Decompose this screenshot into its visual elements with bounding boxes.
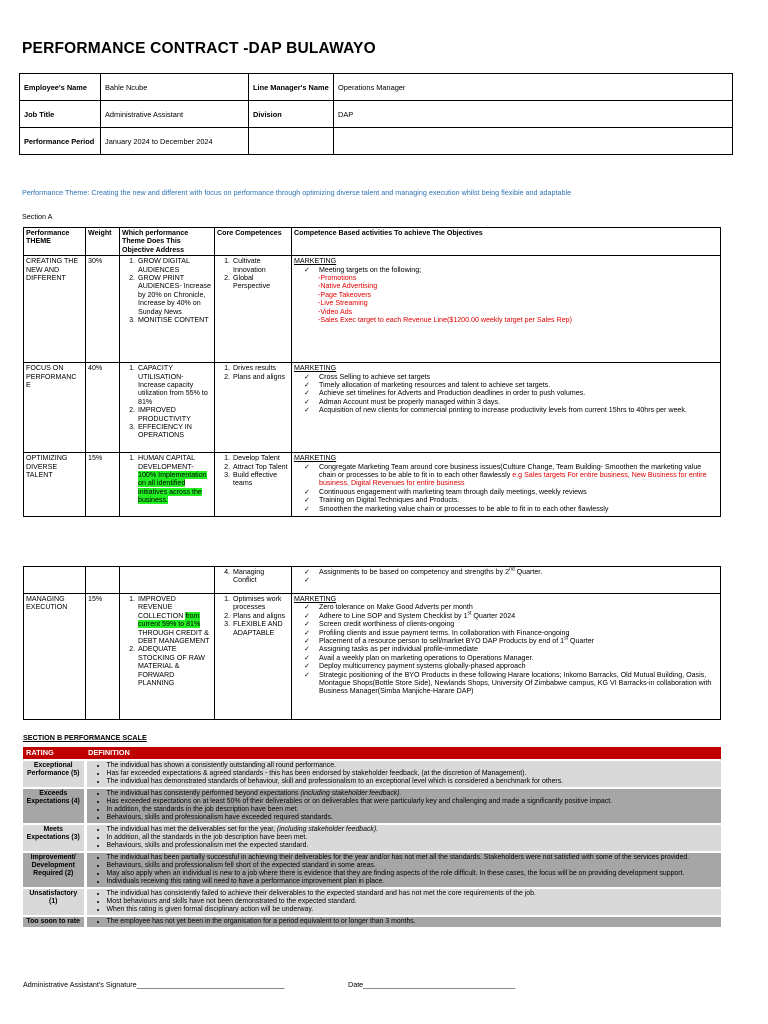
sub-item: -Video Ads [318, 307, 353, 316]
definition-cell [85, 852, 721, 888]
list-item: • Has far exceeded expectations & agreed standards - this has been endorsed by stakeholder feedback, (at the discretion of Management). [107, 770, 719, 778]
list-item: • When this rating is given formal disciplinary action will be underway. [107, 906, 719, 914]
list-item: 2. IMPROVED PRODUCTIVITY [137, 406, 212, 423]
scale-row [23, 760, 721, 788]
scale-row [23, 788, 721, 824]
activities-cell [292, 363, 721, 453]
rating-header: RATING [23, 747, 85, 760]
line-manager-value: Operations Manager [334, 74, 733, 101]
header-weight: Weight [86, 228, 120, 256]
table-row [24, 567, 721, 594]
division-label: Division [249, 101, 334, 128]
weight-cell: 40% [86, 363, 120, 453]
employee-name-value: Bahle Ncube [101, 74, 249, 101]
table-row [24, 256, 721, 363]
theme-cell: OPTIMIZING DIVERSE TALENT [24, 453, 86, 517]
list-item: 1. Drives results [232, 364, 289, 372]
weight-cell: 15% [86, 453, 120, 517]
objective-cell [120, 453, 215, 517]
list-item: • Most behaviours and skills have not been demonstrated to the expected standard. [107, 898, 719, 906]
list-item: • May also apply when an individual is new to a job where there is evidence that they are finding aspects of the role difficult. In these cases, the focus will be on providing development support. [107, 870, 719, 878]
scale-header-row [23, 747, 721, 760]
list-item: ✓ Zero tolerance on Make Good Adverts per month [304, 603, 718, 611]
list-item: • The individual has demonstrated standards of behaviour, skill and professionalism to an exceptional level which is considered a benchmark for others. [107, 778, 719, 786]
list-item: 4. Managing Conflict [232, 568, 289, 585]
list-item: • The individual has been partially successful in achieving their deliverables for the year and/or has not met all the standards. Stakeholders were not satisfied with some of the services provided. [107, 854, 719, 862]
weight-cell: 30% [86, 256, 120, 363]
objectives-table [23, 227, 721, 517]
objective-cell [120, 567, 215, 594]
definition-header: DEFINITION [85, 747, 721, 760]
empty-cell [249, 128, 334, 155]
list-item: • The employee has not yet been in the organisation for a period equivalent to or longer than 3 months. [107, 918, 719, 926]
list-item [304, 463, 718, 488]
list-item [137, 454, 212, 504]
list-item: 2. Plans and aligns [232, 612, 289, 620]
activity-text: Placement of a resource person to sell/market BYO DAP Products by end of 1 [319, 637, 565, 646]
employee-name-label: Employee's Name [20, 74, 101, 101]
activity-text: Adhere to Line SOP and System Checklist by 1 [319, 611, 468, 620]
list-item: 2. GROW PRINT AUDIENCES- Increase by 20% on Chronicle, Increase by 40% on Sunday News [137, 274, 212, 316]
italic-text: (including stakeholder feedback). [300, 790, 402, 797]
sub-item: -Native Advertising [318, 282, 378, 291]
marketing-heading: MARKETING [294, 595, 337, 603]
definition-cell [85, 788, 721, 824]
competence-cell [215, 567, 292, 594]
marketing-heading: MARKETING [294, 364, 337, 373]
sub-item: -Promotions [318, 274, 357, 283]
scale-row [23, 824, 721, 852]
division-value: DAP [334, 101, 733, 128]
objective-cell [120, 256, 215, 363]
objective-text: HUMAN CAPITAL DEVELOPMENT- [138, 454, 195, 471]
performance-period-label: Performance Period [20, 128, 101, 155]
scale-row [23, 916, 721, 928]
header-competences: Core Competences [215, 228, 292, 256]
list-item: • Behaviours, skills and professionalism have exceeded required standards. [107, 814, 719, 822]
list-item: ✓ Meeting targets on the following; [304, 266, 718, 274]
sub-item: -Live Streaming [318, 299, 368, 308]
signature-line[interactable]: Administrative Assistant's Signature_____________________________________ [23, 980, 285, 989]
rating-label: Improvement/ Development Required (2) [23, 852, 85, 888]
list-item: 1. GROW DIGITAL AUDIENCES [137, 257, 212, 274]
list-item: • In addition, the standards in the job description have been met. [107, 806, 719, 814]
list-item: ✓ Timely allocation of marketing resources and talent to achieve set targets. [304, 381, 718, 389]
definition-cell [85, 760, 721, 788]
list-item [107, 790, 719, 798]
list-item: • The individual has consistently failed to achieve their deliverables to the expected standard and has not met the core requirements of the job. [107, 890, 719, 898]
marketing-heading: MARKETING [294, 454, 337, 463]
list-item: ✓ Deploy multicurrency payment systems globally-phased approach [304, 662, 718, 670]
list-item: 1. Optimises work processes [232, 595, 289, 612]
activities-cell [292, 567, 721, 594]
list-item: 1. Develop Talent [232, 454, 289, 462]
list-item: 3. Build effective teams [232, 471, 289, 488]
list-item: 1. CAPACITY UTILISATION- Increase capacity utilization from 55% to 81% [137, 364, 212, 406]
performance-scale-table [23, 747, 721, 929]
list-item: • The individual has shown a consistently outstanding all round performance. [107, 762, 719, 770]
theme-cell: FOCUS ON PERFORMANC E [24, 363, 86, 453]
red-text: e.g Sales targets For entire business, New Business for entire business, Digital Revenues for entire business [319, 471, 707, 488]
competence-cell [215, 594, 292, 720]
superscript: st [564, 635, 569, 642]
header-activities: Competence Based activities To achieve The Objectives [292, 228, 721, 256]
list-item: 3. EFFECIENCY IN OPERATIONS [137, 423, 212, 440]
list-item [304, 612, 718, 620]
section-b-title: SECTION B PERFORMANCE SCALE [23, 733, 147, 742]
objective-cell [120, 594, 215, 720]
rating-label: Meets Expectations (3) [23, 824, 85, 852]
objective-text: IMPROVED REVENUE COLLECTION [138, 595, 184, 620]
competence-cell [215, 453, 292, 517]
list-item: • Behaviours, skills and professionalism met the expected standard. [107, 842, 719, 850]
list-item: 3. MONITISE CONTENT [137, 316, 212, 324]
list-item: ✓ Strategic positioning of the BYO Products in these following Harare locations; Inkomo Barracks, Old Mutual Building, Oasis, Montague Shops(Bottle Store Side), Newlands Shops, University Of Zimbabwe campus, KG VI Barracks-in collaboration with Business Manager(Simba Manjiche-Harare DAP) [304, 671, 718, 696]
objective-text: THROUGH CREDIT & DEBT MANAGEMENT [138, 628, 210, 646]
list-item: • Behaviours, skills and professionalism fell short of the expected standard in some areas. [107, 862, 719, 870]
sub-item: -Sales Exec target to each Revenue Line($1200.00 weekly target per Sales Rep) [318, 316, 572, 325]
activities-cell [292, 453, 721, 517]
competence-cell [215, 256, 292, 363]
list-item: 2. Attract Top Talent [232, 463, 289, 471]
scale-row [23, 852, 721, 888]
list-item [107, 826, 719, 834]
list-item [304, 637, 718, 645]
highlighted-text: 100% Implementation on all identified initiatives across the business. [138, 471, 207, 505]
activity-text: Congregate Marketing Team around core business issues(Culture Change, Team Building- Smoothen the marketing value chain or processes to be able to fit in to each other flawlessly [319, 462, 702, 480]
list-item: ✓ Acquisition of new clients for commercial printing to increase productivity levels from current 15hrs to 40hrs per week. [304, 406, 718, 414]
list-item: • In addition, all the standards in the job description have been met. [107, 834, 719, 842]
objective-cell [120, 363, 215, 453]
italic-text: (including stakeholder feedback). [276, 826, 379, 833]
list-item: • Individuals receiving this rating will need to have a performance improvement plan in place. [107, 878, 719, 886]
scale-row [23, 888, 721, 916]
list-item: ✓ Achieve set timelines for Adverts and Production deadlines in order to push volumes. [304, 389, 718, 397]
theme-cell: CREATING THE NEW AND DIFFERENT [24, 256, 86, 363]
activity-text: Quarter [568, 637, 595, 646]
activity-text: Quarter 2024 [471, 611, 516, 620]
weight-cell: 15% [86, 594, 120, 720]
list-item: 2. Plans and aligns [232, 373, 289, 381]
activities-cell [292, 256, 721, 363]
document-title: PERFORMANCE CONTRACT -DAP BULAWAYO [22, 40, 376, 57]
superscript: st [467, 610, 472, 617]
superscript: nd [509, 566, 515, 573]
list-item: • Has exceeded expectations on at least 50% of their deliverables or on deliverables that were particularly key and challenging and made a significantly positive impact. [107, 798, 719, 806]
list-item [137, 595, 212, 645]
performance-period-value: January 2024 to December 2024 [101, 128, 249, 155]
definition-cell [85, 888, 721, 916]
activity-text: Assignments to be based on competency and strengths by 2 [319, 568, 510, 576]
list-item: ✓ Adman Account must be properly managed within 3 days. [304, 398, 718, 406]
list-item: ✓ Smoothen the marketing value chain or processes to be able to fit in to each other flawlessly [304, 505, 718, 513]
list-item: 1. Cultivate Innovation [232, 257, 289, 274]
highlighted-text: from current 59% to 81% [138, 611, 201, 629]
list-item: 3. FLEXIBLE AND ADAPTABLE [232, 620, 289, 637]
job-title-label: Job Title [20, 101, 101, 128]
list-item: ✓ Avail a weekly plan on marketing operations to Operations Manager. [304, 654, 718, 662]
activity-text: Quarter. [514, 568, 543, 576]
list-item: ✓ Profiling clients and issue payment terms. In collaboration with Finance-ongoing [304, 629, 718, 637]
rating-label: Too soon to rate [23, 916, 85, 928]
table-row [24, 363, 721, 453]
line-manager-label: Line Manager's Name [249, 74, 334, 101]
objectives-table-continued [23, 566, 721, 720]
activities-cell [292, 594, 721, 720]
performance-theme: Performance Theme: Creating the new and different with focus on performance through optimizing diverse talent and managing execution whilst being flexible and adaptable [22, 188, 572, 197]
sub-item: -Page Takeovers [318, 290, 372, 299]
list-item [304, 568, 718, 576]
job-title-value: Administrative Assistant [101, 101, 249, 128]
empty-cell [334, 128, 733, 155]
header-theme: Performance THEME [24, 228, 86, 256]
employee-info-table [19, 73, 733, 155]
list-item: ✓ Continuous engagement with marketing team through daily meetings, weekly reviews [304, 488, 718, 496]
theme-cell [24, 567, 86, 594]
rating-label: Exceptional Performance (5) [23, 760, 85, 788]
definition-cell [85, 916, 721, 928]
list-item: ✓ Cross Selling to achieve set targets [304, 373, 718, 381]
date-line[interactable]: Date______________________________________ [348, 980, 516, 989]
table-row [24, 453, 721, 517]
definition-cell [85, 824, 721, 852]
weight-cell [86, 567, 120, 594]
rating-label: Unsatisfactory (1) [23, 888, 85, 916]
theme-cell: MANAGING EXECUTION [24, 594, 86, 720]
competence-cell [215, 363, 292, 453]
header-objective: Which performance Theme Does This Objective Address [120, 228, 215, 256]
list-item: ✓ Assigning tasks as per individual profile-immediate [304, 645, 718, 653]
definition-text: The individual has met the deliverables set for the year, [106, 826, 277, 833]
rating-label: Exceeds Expectations (4) [23, 788, 85, 824]
list-item: ✓ Training on Digital Techniques and Products. [304, 496, 718, 504]
section-a-label: Section A [22, 212, 53, 221]
list-item: ✓ Screen credit worthiness of clients-ongoing [304, 620, 718, 628]
definition-text: The individual has consistently performed beyond expectations [106, 790, 301, 797]
table-row [24, 594, 721, 720]
list-item: 2. Global Perspective [232, 274, 289, 291]
marketing-heading: MARKETING [294, 257, 337, 266]
list-item: 2. ADEQUATE STOCKING OF RAW MATERIAL & FORWARD PLANNING [137, 645, 212, 687]
